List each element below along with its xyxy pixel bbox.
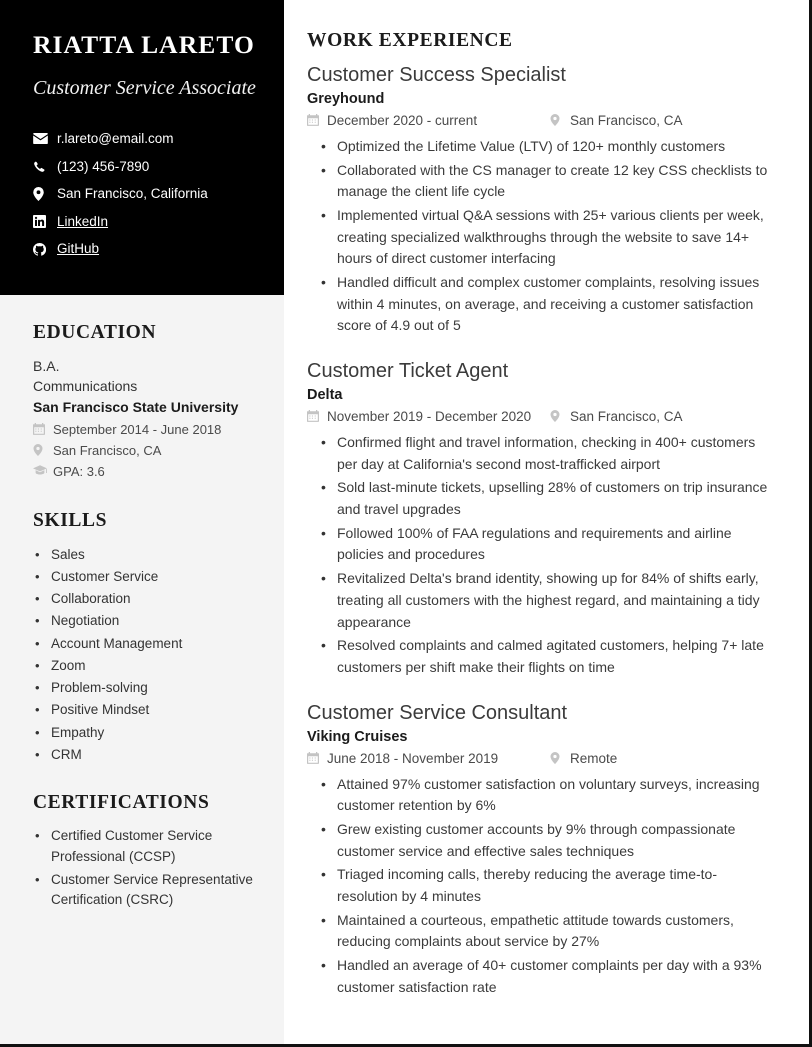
calendar-icon bbox=[33, 420, 48, 435]
calendar-icon bbox=[307, 749, 322, 764]
contact-linkedin[interactable] bbox=[33, 212, 256, 232]
job-location-row bbox=[550, 407, 683, 428]
job-bullet: • Optimized the Lifetime Value (LTV) of 120+ monthly customers bbox=[307, 136, 776, 158]
job-location-row bbox=[550, 749, 617, 770]
skill-item: • Problem-solving bbox=[33, 677, 256, 699]
job-title: Customer Service Consultant bbox=[307, 701, 568, 724]
job-title: Customer Success Specialist bbox=[307, 64, 566, 86]
map-pin-icon bbox=[550, 749, 565, 764]
job-bullet: • Followed 100% of FAA regulations and requirements and airline policies and procedures bbox=[307, 523, 776, 566]
job-meta bbox=[307, 111, 776, 132]
job-bullet: • Confirmed flight and travel information, checking in 400+ customers per day at California's second most-trafficked airport bbox=[307, 432, 776, 475]
phone-icon bbox=[33, 160, 50, 173]
job-bullet: • Handled difficult and complex customer complaints, resolving issues within 4 minutes, on average, and receiving a customer satisfaction score of 4.9 out of 5 bbox=[307, 272, 776, 337]
education-section bbox=[0, 295, 284, 483]
job-bullet: • Implemented virtual Q&A sessions with 25+ various clients per week, creating specialized walkthroughs through the website to save 14+ hours of direct customer interfacing bbox=[307, 205, 776, 270]
contact-phone-text: (123) 456-7890 bbox=[57, 158, 150, 174]
linkedin-icon bbox=[33, 215, 50, 228]
skill-item: • Sales bbox=[33, 544, 256, 566]
job-meta bbox=[307, 407, 776, 428]
job-bullet: • Triaged incoming calls, thereby reducing the average time-to-resolution by 4 minutes bbox=[307, 864, 776, 907]
skill-item: • Zoom bbox=[33, 655, 256, 677]
calendar-icon bbox=[307, 407, 322, 422]
job-company: Viking Cruises bbox=[307, 728, 408, 745]
skills-section bbox=[0, 484, 284, 767]
job-title: Customer Ticket Agent bbox=[307, 360, 509, 383]
contact-phone[interactable] bbox=[33, 157, 256, 177]
skills-heading: SKILLS bbox=[33, 509, 108, 531]
education-degree-line2: Communications bbox=[33, 378, 138, 395]
map-pin-icon bbox=[550, 111, 565, 126]
jobs-container bbox=[307, 63, 776, 998]
skill-item: • Negotiation bbox=[33, 610, 256, 632]
job-dates: December 2020 - current bbox=[327, 113, 478, 128]
contact-header-block bbox=[0, 0, 284, 295]
skill-item: • Customer Service bbox=[33, 566, 256, 588]
education-dates: September 2014 - June 2018 bbox=[53, 422, 222, 438]
education-heading: EDUCATION bbox=[33, 322, 157, 343]
professional-title: Customer Service Associate bbox=[33, 76, 256, 99]
job-bullet-list bbox=[307, 774, 776, 999]
job-location: Remote bbox=[570, 750, 618, 766]
job-bullet-list bbox=[307, 432, 776, 679]
job-dates-row bbox=[307, 111, 550, 132]
work-experience-section bbox=[284, 0, 809, 1044]
job-entry bbox=[307, 359, 776, 678]
education-gpa: GPA: 3.6 bbox=[53, 464, 105, 480]
skills-list bbox=[33, 544, 256, 767]
job-location: San Francisco, CA bbox=[570, 113, 683, 128]
map-pin-icon bbox=[550, 407, 565, 422]
job-bullet: • Maintained a courteous, empathetic attitude towards customers, reducing complaints about service by 27% bbox=[307, 910, 776, 953]
job-bullet: • Grew existing customer accounts by 9% through compassionate customer service and effective sales techniques bbox=[307, 819, 776, 862]
job-bullet-list bbox=[307, 136, 776, 337]
education-school: San Francisco State University bbox=[33, 398, 239, 415]
job-bullet: • Revitalized Delta's brand identity, showing up for 84% of shifts early, treating all customers with the highest regard, and maintaining a tidy appearance bbox=[307, 568, 776, 633]
job-bullet: • Attained 97% customer satisfaction on voluntary surveys, increasing customer retention by 6% bbox=[307, 774, 776, 817]
job-entry bbox=[307, 701, 776, 999]
certifications-heading: CERTIFICATIONS bbox=[33, 792, 210, 814]
job-bullet: • Sold last-minute tickets, upselling 28% of customers on trip insurance and travel upgrades bbox=[307, 477, 776, 520]
skill-item: • Account Management bbox=[33, 633, 256, 655]
job-bullet: • Resolved complaints and calmed agitated customers, helping 7+ late customers per shift make their flights on time bbox=[307, 635, 776, 678]
contact-linkedin-link[interactable]: LinkedIn bbox=[57, 213, 109, 229]
job-location: San Francisco, CA bbox=[570, 409, 683, 425]
skill-item: • CRM bbox=[33, 744, 256, 766]
certifications-list bbox=[33, 826, 256, 910]
github-icon bbox=[33, 243, 50, 256]
job-bullet: • Collaborated with the CS manager to create 12 key CSS checklists to manage the client life cycle bbox=[307, 160, 776, 203]
graduation-cap-icon bbox=[33, 462, 48, 476]
education-location-row bbox=[33, 441, 256, 461]
job-company: Delta bbox=[307, 387, 343, 404]
education-location: San Francisco, CA bbox=[53, 443, 162, 459]
envelope-icon bbox=[33, 133, 50, 144]
page-title: RIATTA LARETO bbox=[33, 30, 255, 59]
contact-list bbox=[33, 129, 256, 259]
education-gpa-row bbox=[33, 462, 256, 482]
job-dates: November 2019 - December 2020 bbox=[327, 409, 532, 425]
skill-item: • Positive Mindset bbox=[33, 699, 256, 721]
job-meta bbox=[307, 749, 776, 770]
contact-email[interactable] bbox=[33, 129, 256, 149]
contact-location-text: San Francisco, California bbox=[57, 186, 208, 202]
calendar-icon bbox=[307, 111, 322, 126]
job-company: Greyhound bbox=[307, 91, 385, 107]
job-bullet: • Handled an average of 40+ customer complaints per day with a 93% customer satisfaction rate bbox=[307, 955, 776, 998]
certifications-section bbox=[0, 766, 284, 910]
contact-location bbox=[33, 184, 256, 204]
contact-email-text: r.lareto@email.com bbox=[57, 130, 174, 146]
job-entry bbox=[307, 63, 776, 337]
map-pin-icon bbox=[33, 441, 48, 456]
job-dates-row bbox=[307, 749, 550, 770]
sidebar bbox=[0, 0, 284, 1044]
work-experience-heading: WORK EXPERIENCE bbox=[307, 30, 513, 51]
education-degree-line1: B.A. bbox=[33, 358, 60, 374]
skill-item: • Collaboration bbox=[33, 588, 256, 610]
education-dates-row bbox=[33, 420, 256, 440]
certification-item: • Customer Service Representative Certification (CSRC) bbox=[33, 870, 256, 911]
certification-item: • Certified Customer Service Professional (CCSP) bbox=[33, 826, 256, 867]
map-pin-icon bbox=[33, 187, 50, 201]
contact-github[interactable] bbox=[33, 239, 256, 259]
contact-github-link[interactable]: GitHub bbox=[57, 241, 100, 257]
job-dates-row bbox=[307, 407, 550, 428]
job-location-row bbox=[550, 111, 683, 132]
job-dates: June 2018 - November 2019 bbox=[327, 750, 499, 766]
skill-item: • Empathy bbox=[33, 722, 256, 744]
